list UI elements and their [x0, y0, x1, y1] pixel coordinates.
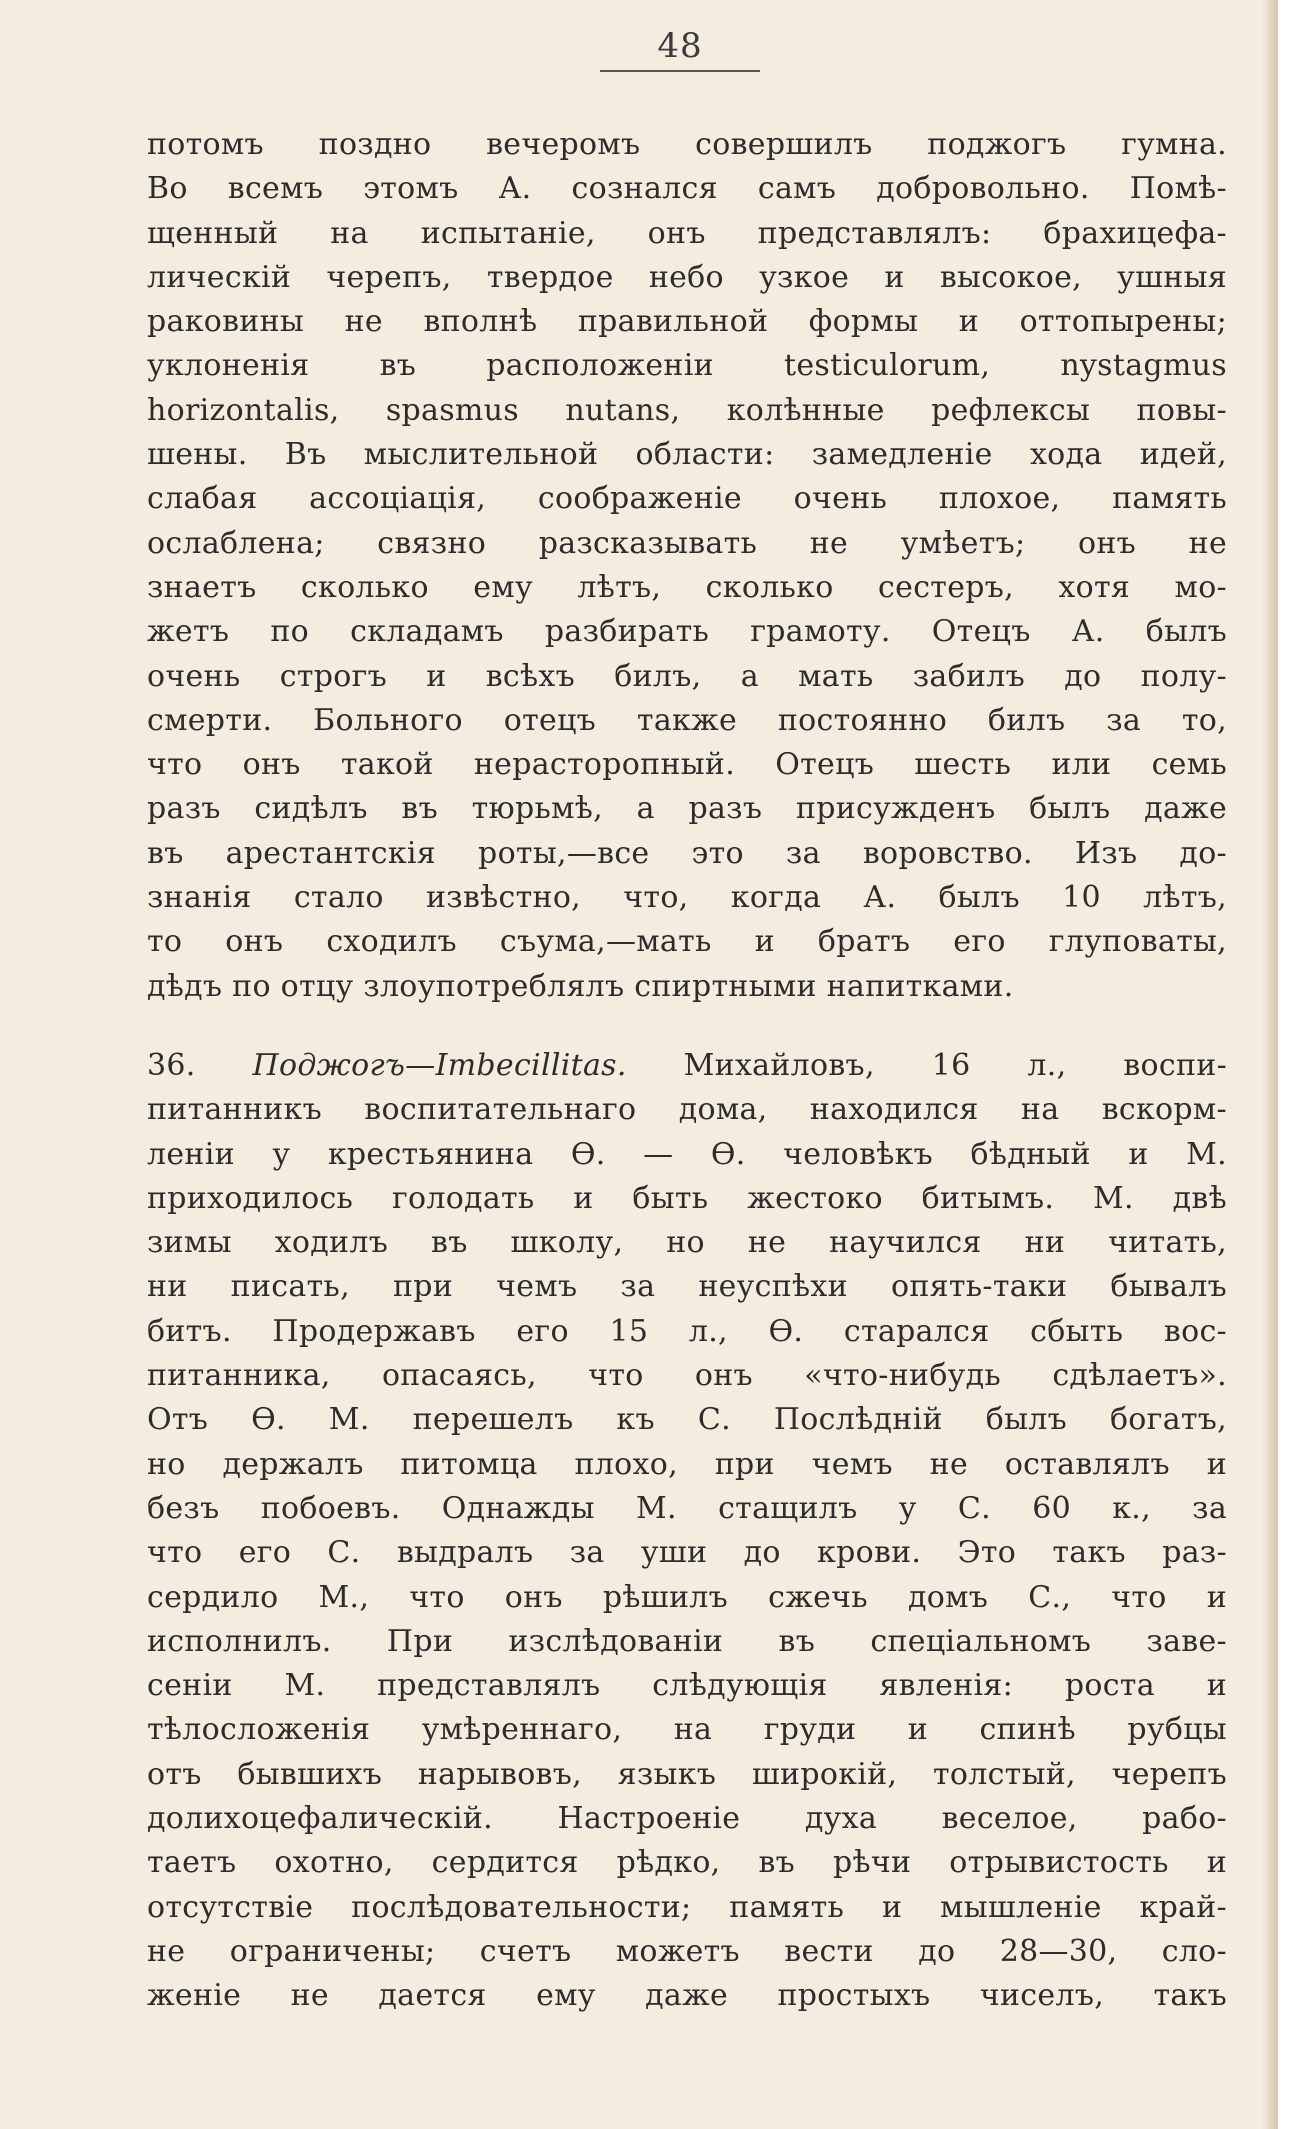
text-line: безъ побоевъ. Однажды М. стащилъ у С. 60 к., за	[147, 1490, 1227, 1526]
text-line: дѣдъ по отцу злоупотреблялъ спиртными напитками.	[147, 968, 1014, 1004]
text-line: раковины не вполнѣ правильной формы и оттопырены;	[147, 304, 1227, 340]
text-line: въ арестантскія роты,—все это за воровство. Изъ до-	[147, 835, 1227, 871]
text-line: битъ. Продержавъ его 15 л., Ѳ. старался сбыть вос-	[147, 1313, 1227, 1349]
text-line: щенный на испытаніе, онъ представлялъ: брахицефа-	[147, 215, 1227, 251]
text-line: ослаблена; связно разсказывать не умѣетъ; онъ не	[147, 525, 1227, 561]
text-line: отсутствіе послѣдовательности; память и мышленіе край-	[147, 1889, 1227, 1925]
case-heading-line	[147, 1044, 1227, 1088]
text-line: не ограничены; счетъ можетъ вести до 28—30, сло-	[147, 1933, 1227, 1969]
text-line: Отъ Ѳ. М. перешелъ къ С. Послѣдній былъ богатъ,	[147, 1402, 1227, 1438]
text-line: питанникъ воспитательнаго дома, находился на вскорм-	[147, 1092, 1227, 1128]
text-line: то онъ сходилъ съума,—мать и братъ его глуповаты,	[147, 924, 1227, 960]
text-line: смерти. Больного отецъ также постоянно билъ за то,	[147, 702, 1227, 738]
text-line: шены. Въ мыслительной области: замедленіе хода идей,	[147, 437, 1227, 473]
text-line: долихоцефалическій. Настроеніе духа веселое, рабо-	[147, 1801, 1227, 1837]
text-line: сеніи М. представлялъ слѣдующія явленія: роста и	[147, 1668, 1227, 1704]
text-line: знанія стало извѣстно, что, когда А. былъ 10 лѣтъ,	[147, 880, 1227, 916]
text-line: Во всемъ этомъ А. сознался самъ добровольно. Помѣ-	[147, 171, 1227, 207]
text-line: потомъ поздно вечеромъ совершилъ поджогъ гумна.	[147, 127, 1227, 162]
case-number: 36.	[147, 1048, 196, 1083]
text-line: слабая ассоціація, соображеніе очень плохое, память	[147, 481, 1227, 517]
header-rule	[600, 70, 760, 72]
text-line: что его С. выдралъ за уши до крови. Это такъ раз-	[147, 1535, 1227, 1571]
text-line: horizontalis, spasmus nutans, колѣнные рефлексы повы-	[147, 392, 1227, 428]
text-line: питанника, опасаясь, что онъ «что-нибудь сдѣлаетъ».	[147, 1358, 1227, 1394]
text-line: леніи у крестьянина Ѳ. — Ѳ. человѣкъ бѣдный и М.	[147, 1136, 1227, 1172]
text-line: разъ сидѣлъ въ тюрьмѣ, а разъ присужденъ былъ даже	[147, 791, 1227, 827]
page-number: 48	[657, 26, 703, 66]
text-line: тѣлосложенія умѣреннаго, на груди и спинѣ рубцы	[147, 1712, 1227, 1748]
paragraph-1	[147, 123, 1227, 1009]
case-title: Поджогъ—Imbecillitas.	[252, 1048, 627, 1083]
text-line: отъ бывшихъ нарывовъ, языкъ широкій, толстый, черепъ	[147, 1756, 1227, 1792]
text-line: очень строгъ и всѣхъ билъ, а мать забилъ до полу-	[147, 658, 1227, 694]
text-line: уклоненія въ расположеніи testiculorum, nystagmus	[147, 348, 1227, 384]
text-line: женіе не дается ему даже простыхъ чиселъ, такъ	[147, 1978, 1227, 2014]
text-line: лическій черепъ, твердое небо узкое и высокое, ушныя	[147, 259, 1227, 295]
case-heading-text: Михайловъ, 16 л., воспи-	[683, 1048, 1227, 1083]
text-line: знаетъ сколько ему лѣтъ, сколько сестеръ, хотя мо-	[147, 569, 1227, 605]
paragraph-2	[147, 1044, 1227, 2019]
text-line: но держалъ питомца плохо, при чемъ не оставлялъ и	[147, 1446, 1227, 1482]
text-line: таетъ охотно, сердится рѣдко, въ рѣчи отрывистость и	[147, 1845, 1227, 1881]
text-line: что онъ такой нерасторопный. Отецъ шесть или семь	[147, 747, 1227, 783]
text-line: исполнилъ. При изслѣдованіи въ спеціальномъ заве-	[147, 1623, 1227, 1659]
text-line: приходилось голодать и быть жестоко битымъ. М. двѣ	[147, 1180, 1227, 1216]
page-edge-shadow	[1262, 0, 1278, 2129]
text-line: зимы ходилъ въ школу, но не научился ни читать,	[147, 1225, 1227, 1261]
text-line: ни писать, при чемъ за неуспѣхи опять-таки бывалъ	[147, 1269, 1227, 1305]
text-line: жетъ по складамъ разбирать грамоту. Отецъ А. былъ	[147, 614, 1227, 650]
text-line: сердило М., что онъ рѣшилъ сжечь домъ С., что и	[147, 1579, 1227, 1615]
